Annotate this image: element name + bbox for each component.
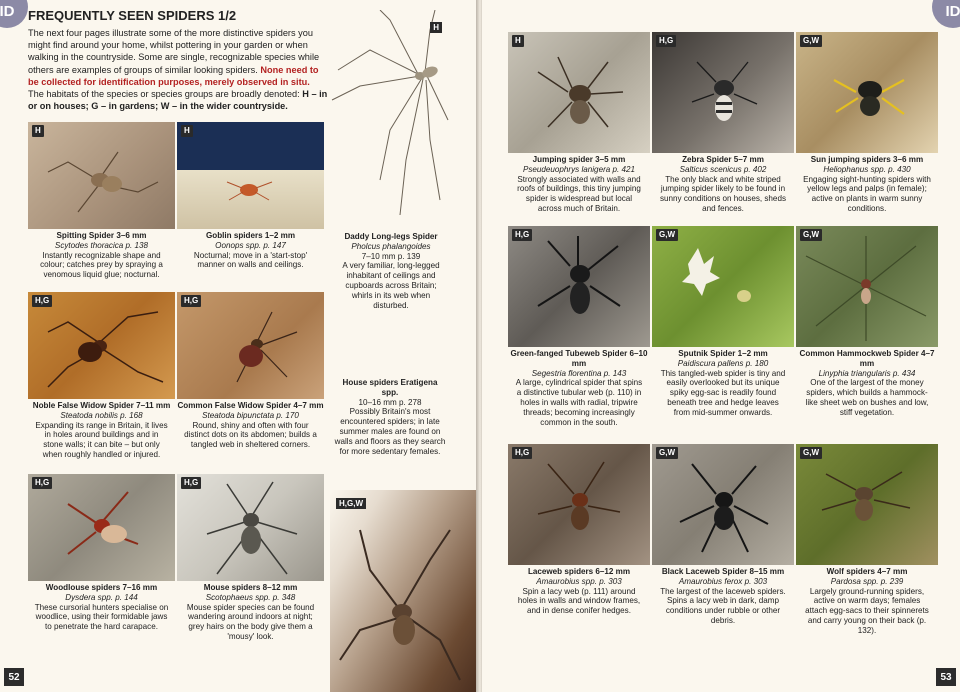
- spider-card-sputnik: G,W Sputnik Spider 1–2 mm Paidiscura pallens p. 180 This tangled-web spider is tiny and easily overlooked but its unique spiky egg-sac is readily found beneath tree and hedge leaves from mid-summer onwards.: [652, 226, 794, 418]
- spider-card-noble-false-widow: H,G Noble False Widow Spider 7–11 mm Steatoda nobilis p. 168 Expanding its range in Britain, it lives in holes around buildings and in stone walls; it can bite – but only when roughly handled or injured.: [28, 292, 175, 460]
- hammockweb-spider-photo: G,W: [796, 226, 938, 347]
- common-false-widow-photo: H,G: [177, 292, 324, 399]
- noble-false-widow-photo: H,G: [28, 292, 175, 399]
- zebra-spider-photo: H,G: [652, 32, 794, 153]
- mouse-spider-photo: H,G: [177, 474, 324, 581]
- spider-card-laceweb: H,G Laceweb spiders 6–12 mm Amaurobius spp. p. 303 Spin a lacy web (p. 111) around holes in walls and window frames, and in dense conifer hedges.: [508, 444, 650, 616]
- spider-card-goblin: H Goblin spiders 1–2 mm Oonops spp. p. 147 Nocturnal; move in a 'start-stop' manner on walls and ceilings.: [177, 122, 324, 270]
- house-caption: House spiders Eratigena spp. 10–16 mm p. 278 Possibly Britain's most encountered spiders; in late summer males are found on walls and floors as they search for more sedentary females.: [334, 378, 446, 456]
- spider-card-black-laceweb: G,W Black Laceweb Spider 8–15 mm Amaurobius ferox p. 303 The largest of the laceweb spiders. Spins a lacy web in dark, damp conditions under rubble or other debris.: [652, 444, 794, 626]
- spider-card-jumping: H Jumping spider 3–5 mm Pseudeuophrys lanigera p. 421 Strongly associated with walls and roofs of buildings, this tiny jumping spider is widespread but local across much of Britain.: [508, 32, 650, 214]
- daddy-long-legs-photo: [330, 10, 450, 220]
- laceweb-spider-photo: H,G: [508, 444, 650, 565]
- woodlouse-spider-photo: H,G: [28, 474, 175, 581]
- intro-warning: None need to be collected for identification purposes, merely observed in situ.: [28, 64, 319, 87]
- right-page: [482, 0, 960, 692]
- goblin-spider-photo: H: [177, 122, 324, 229]
- wolf-spider-photo: G,W: [796, 444, 938, 565]
- page-number-right: 53: [936, 668, 956, 686]
- spider-card-mouse: H,G Mouse spiders 8–12 mm Scotophaeus spp. p. 348 Mouse spider species can be found wandering around indoors at night; grey hairs on the body give them a 'mousy' look.: [177, 474, 324, 642]
- house-spider-photo: [330, 490, 478, 692]
- spider-card-spitting: H Spitting Spider 3–6 mm Scytodes thoracica p. 138 Instantly recognizable shape and colour; catches prey by spraying a venomous liquid glue; nocturnal.: [28, 122, 175, 280]
- intro-text: The next four pages illustrate some of the more distinctive spiders you might find around your home, whilst pottering in your garden or when walking in the countryside. Some are single, recognizable species while others are examples of groups of similar looking spiders. None need to be collected for identification purposes, merely observed in situ. The habitats of the species or species groups are broadly denoted: H – in or on houses; G – in gardens; W – in the wider countryside.: [28, 28, 328, 112]
- daddy-badge: H: [430, 22, 442, 33]
- page-number-left: 52: [4, 668, 24, 686]
- spider-card-tubeweb: H,G Green-fanged Tubeweb Spider 6–10 mm Segestria florentina p. 143 A large, cylindrical spider that spins a distinctive tubular web (p. 110) in holes in walls with radial, tripwire threads; becoming increasingly common in the south.: [508, 226, 650, 427]
- spider-card-hammockweb: G,W Common Hammockweb Spider 4–7 mm Linyphia triangularis p. 434 One of the largest of the money spiders, which builds a hammock-like sheet web on bushes and low, stiff vegetation.: [796, 226, 938, 418]
- spider-card-woodlouse: H,G Woodlouse spiders 7–16 mm Dysdera spp. p. 144 These cursorial hunters specialise on woodlice, using their formidable jaws to penetrate the hard carapace.: [28, 474, 175, 632]
- house-badge: H,G,W: [336, 498, 366, 509]
- sputnik-spider-photo: G,W: [652, 226, 794, 347]
- id-tab-right: ID: [932, 0, 960, 28]
- tubeweb-spider-photo: H,G: [508, 226, 650, 347]
- left-page: [0, 0, 478, 692]
- spider-card-zebra: H,G Zebra Spider 5–7 mm Salticus scenicus p. 402 The only black and white striped jumping spider likely to be found in sunny conditions on houses, sheds and fences.: [652, 32, 794, 214]
- spitting-spider-photo: H: [28, 122, 175, 229]
- sun-jumping-spider-photo: G,W: [796, 32, 938, 153]
- jumping-spider-photo: H: [508, 32, 650, 153]
- spider-card-sun-jumping: G,W Sun jumping spiders 3–6 mm Heliophanus spp. p. 430 Engaging sight-hunting spiders with yellow legs and palps (in female); active on plants in warm sunny conditions.: [796, 32, 938, 214]
- daddy-caption: Daddy Long-legs Spider Pholcus phalangoides 7–10 mm p. 139 A very familiar, long-legged inhabitant of ceilings and cupboards across Britain; whirls in its web when disturbed.: [342, 232, 440, 310]
- black-laceweb-spider-photo: G,W: [652, 444, 794, 565]
- spider-card-wolf: G,W Wolf spiders 4–7 mm Pardosa spp. p. 239 Largely ground-running spiders, active on warm days; females attach egg-sacs to their spinnerets and carry young on their back (p. 132).: [796, 444, 938, 636]
- page-title: FREQUENTLY SEEN SPIDERS 1/2: [28, 8, 237, 23]
- spider-card-common-false-widow: H,G Common False Widow Spider 4–7 mm Steatoda bipunctata p. 170 Round, shiny and often with four distinct dots on its abdomen; builds a tangled web in sheltered corners.: [177, 292, 324, 450]
- id-tab: ID: [0, 0, 28, 28]
